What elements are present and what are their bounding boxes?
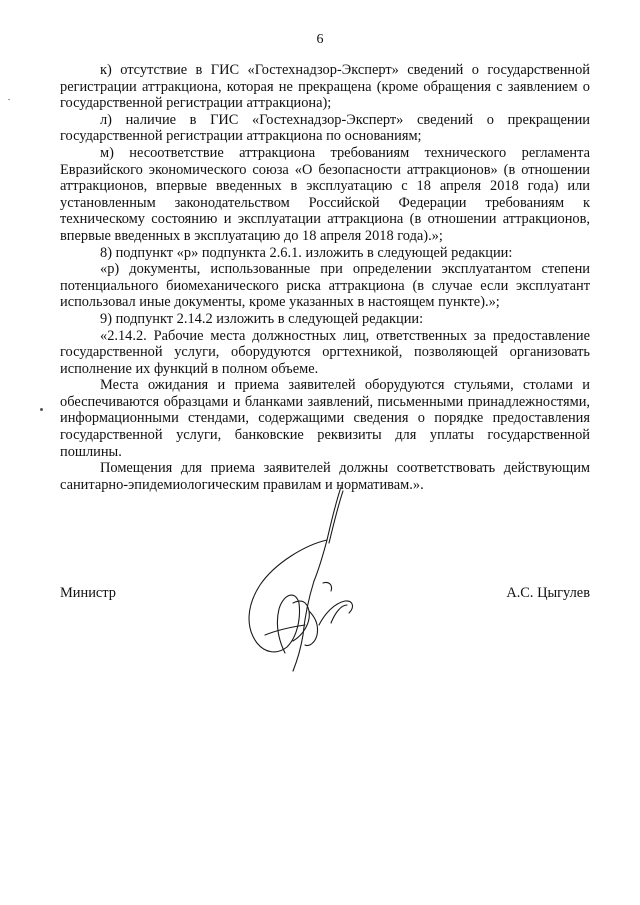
paragraph-premises: Помещения для приема заявителей должны соответствовать действующим санитарно-эпидемиологическим правилам и нормативам.». bbox=[60, 460, 590, 493]
paragraph-2-14-2: «2.14.2. Рабочие места должностных лиц, ответственных за предоставление государственной услуги, оборудуются оргтехникой, позволяющей организовать исполнение их функций в полном объеме. bbox=[60, 327, 590, 377]
paragraph-item-8: 8) подпункт «р» подпункта 2.6.1. изложить в следующей редакции: bbox=[100, 244, 513, 261]
signer-name: А.С. Цыгулев bbox=[506, 585, 590, 601]
signer-title: Министр bbox=[60, 585, 116, 601]
margin-speck bbox=[8, 99, 10, 100]
paragraph-k: к) отсутствие в ГИС «Гостехнадзор-Эксперт» сведений о государственной регистрации аттракциона, которая не прекращена (кроме обращения с заявлением о государственной регистрации аттракциона); bbox=[60, 62, 590, 112]
paragraph-waiting-places: Места ожидания и приема заявителей оборудуются стульями, столами и обеспечиваются образцами и бланками заявлений, письменными принадлежностями, информационными стендами, содержащими сведения о порядке предоставления государственной услуги, банковские реквизиты для уплаты государственной пошлины. bbox=[60, 377, 590, 460]
handwritten-signature bbox=[235, 485, 385, 680]
paragraph-m: м) несоответствие аттракциона требованиям технического регламента Евразийского экономического союза «О безопасности аттракционов» (в отношении аттракционов, впервые введенных в эксплуатацию с 18 апреля 2018 года) или установленным законодательством Российской Федерации требованиям к техническому состоянию и эксплуатации аттракциона (в отношении аттракционов, впервые введенных в эксплуатацию до 18 апреля 2018 года).»; bbox=[60, 144, 590, 244]
paragraph-l: л) наличие в ГИС «Гостехнадзор-Эксперт» сведений о прекращении государственной регистрации аттракциона по основаниям; bbox=[60, 111, 590, 145]
paragraph-item-9: 9) подпункт 2.14.2 изложить в следующей редакции: bbox=[100, 310, 424, 327]
document-body bbox=[60, 62, 590, 493]
paragraph-r: «р) документы, использованные при определении эксплуатантом степени потенциального биомеханического риска аттракциона (в случае если эксплуатант использовал иные документы, кроме указанных в настоящем пункте).»; bbox=[60, 261, 590, 311]
page-number: 6 bbox=[316, 32, 324, 47]
margin-speck bbox=[40, 408, 43, 411]
